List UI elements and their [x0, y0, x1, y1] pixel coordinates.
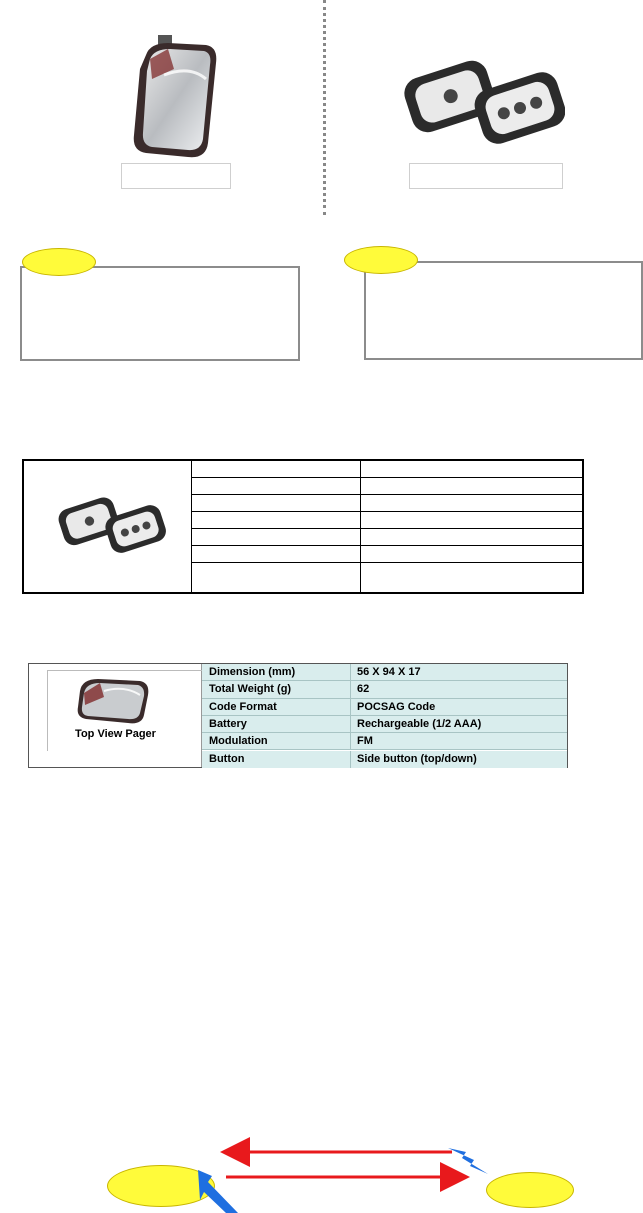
pager-caption-box	[121, 163, 231, 189]
remote-product-figure	[395, 48, 565, 153]
spec-value: 62	[357, 683, 370, 696]
remote-spec-table	[22, 459, 584, 594]
lightning-signal-icon	[448, 1148, 488, 1174]
pager-callout-box	[20, 266, 300, 361]
spec-value: Side button (top/down)	[357, 752, 477, 765]
remote-transmitter-icon	[395, 48, 565, 153]
table-row	[202, 664, 567, 681]
pager-spec-image-cell	[29, 664, 202, 767]
table-row	[192, 478, 582, 495]
remote-callout-badge	[344, 246, 418, 274]
pager-device-icon	[110, 35, 240, 160]
remote-caption-box	[409, 163, 563, 189]
pager-image-caption: Top View Pager	[75, 728, 156, 740]
vertical-divider	[323, 0, 326, 215]
pager-device-icon	[74, 675, 154, 727]
table-row	[192, 529, 582, 546]
table-row	[202, 699, 567, 716]
spec-label: Code Format	[209, 700, 277, 713]
spec-label: Dimension (mm)	[209, 666, 296, 678]
signal-arrows	[0, 1130, 643, 1213]
table-row	[192, 461, 582, 478]
spec-label: Modulation	[209, 735, 268, 748]
table-row	[202, 681, 567, 698]
table-row	[192, 546, 582, 563]
spec-value: FM	[357, 735, 373, 748]
spec-label: Battery	[209, 717, 247, 730]
spec-label: Total Weight (g)	[209, 683, 292, 696]
pager-callout-badge	[22, 248, 96, 276]
table-row	[202, 716, 567, 733]
remote-callout-box	[364, 261, 643, 360]
table-row	[192, 495, 582, 512]
spec-value: 56 X 94 X 17	[357, 666, 421, 678]
remote-spec-image-cell	[24, 461, 192, 592]
table-row	[192, 563, 582, 592]
table-row	[202, 751, 567, 768]
table-row	[202, 733, 567, 750]
table-row	[192, 512, 582, 529]
remote-transmitter-icon	[44, 489, 174, 559]
spec-value: Rechargeable (1/2 AAA)	[357, 717, 482, 730]
pager-spec-table	[28, 663, 568, 768]
pager-product-figure	[110, 35, 240, 160]
spec-value: POCSAG Code	[357, 700, 436, 713]
spec-label: Button	[209, 752, 245, 765]
